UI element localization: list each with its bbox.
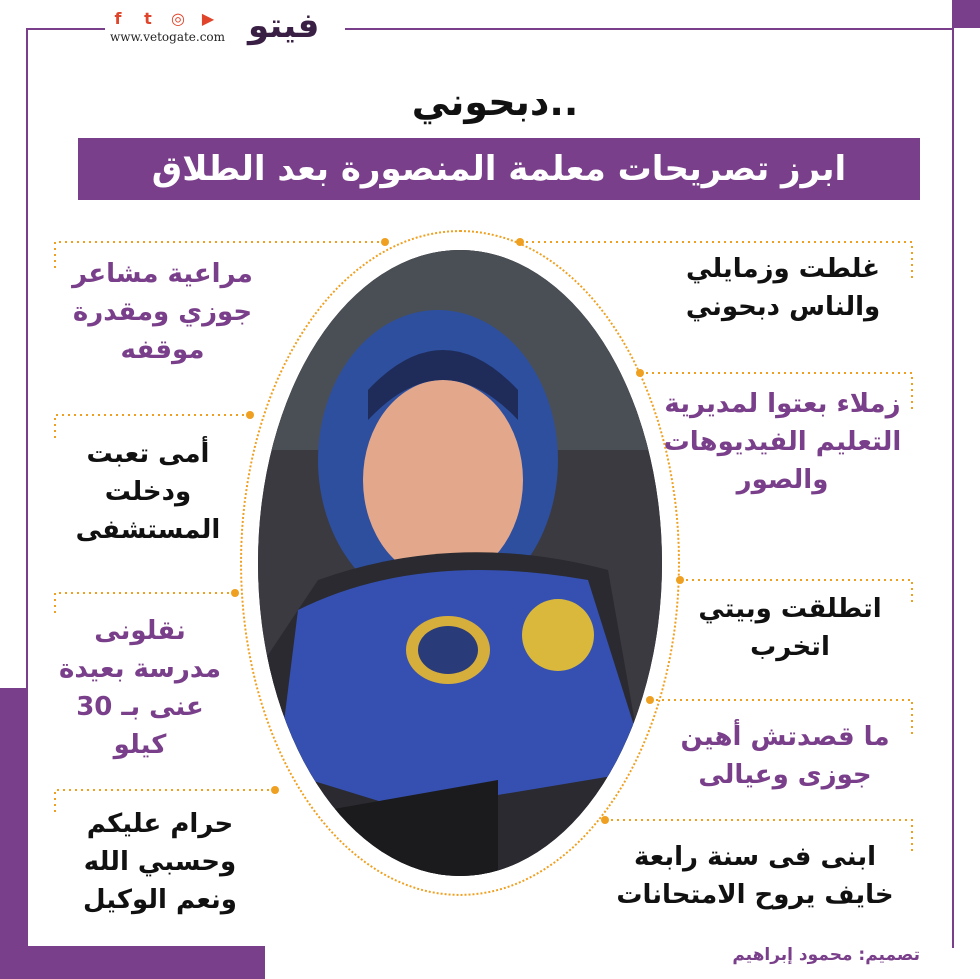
- subheadline-banner: ابرز تصريحات معلمة المنصورة بعد الطلاق: [78, 138, 920, 200]
- quote-right-2: زملاء بعتوا لمديرية التعليم الفيديوهات والصور: [663, 389, 902, 495]
- brand-logo: فيتو: [248, 6, 320, 46]
- twitter-icon[interactable]: t: [144, 9, 152, 28]
- quote-right-5: ابنى فى سنة رابعة خايف يروح الامتحانات: [616, 842, 894, 910]
- design-credit: تصميم: محمود إبراهيم: [732, 945, 920, 965]
- headline: دبحوني..: [411, 80, 579, 124]
- quote-left-3: نقلونى مدرسة بعيدة عنى بـ 30 كيلو: [59, 616, 221, 760]
- facebook-icon[interactable]: f: [114, 9, 122, 28]
- site-url[interactable]: www.vetogate.com: [110, 30, 226, 44]
- quote-right-1: غلطت وزمايلي والناس دبحوني: [685, 254, 881, 322]
- quote-left-2: أمى تعبت ودخلت المستشفى: [75, 439, 221, 545]
- teacher-photo: [258, 250, 662, 876]
- quote-left-1: مراعية مشاعر جوزي ومقدرة موقفه: [72, 259, 253, 365]
- quote-right-3: اتطلقت وبيتي اتخرب: [698, 594, 882, 662]
- quote-right-4: ما قصدتش أهين جوزى وعيالى: [680, 722, 890, 790]
- youtube-icon[interactable]: ▶: [201, 9, 215, 28]
- instagram-icon[interactable]: ◎: [171, 9, 185, 28]
- quote-left-4: حرام عليكم وحسبي الله ونعم الوكيل: [83, 809, 237, 915]
